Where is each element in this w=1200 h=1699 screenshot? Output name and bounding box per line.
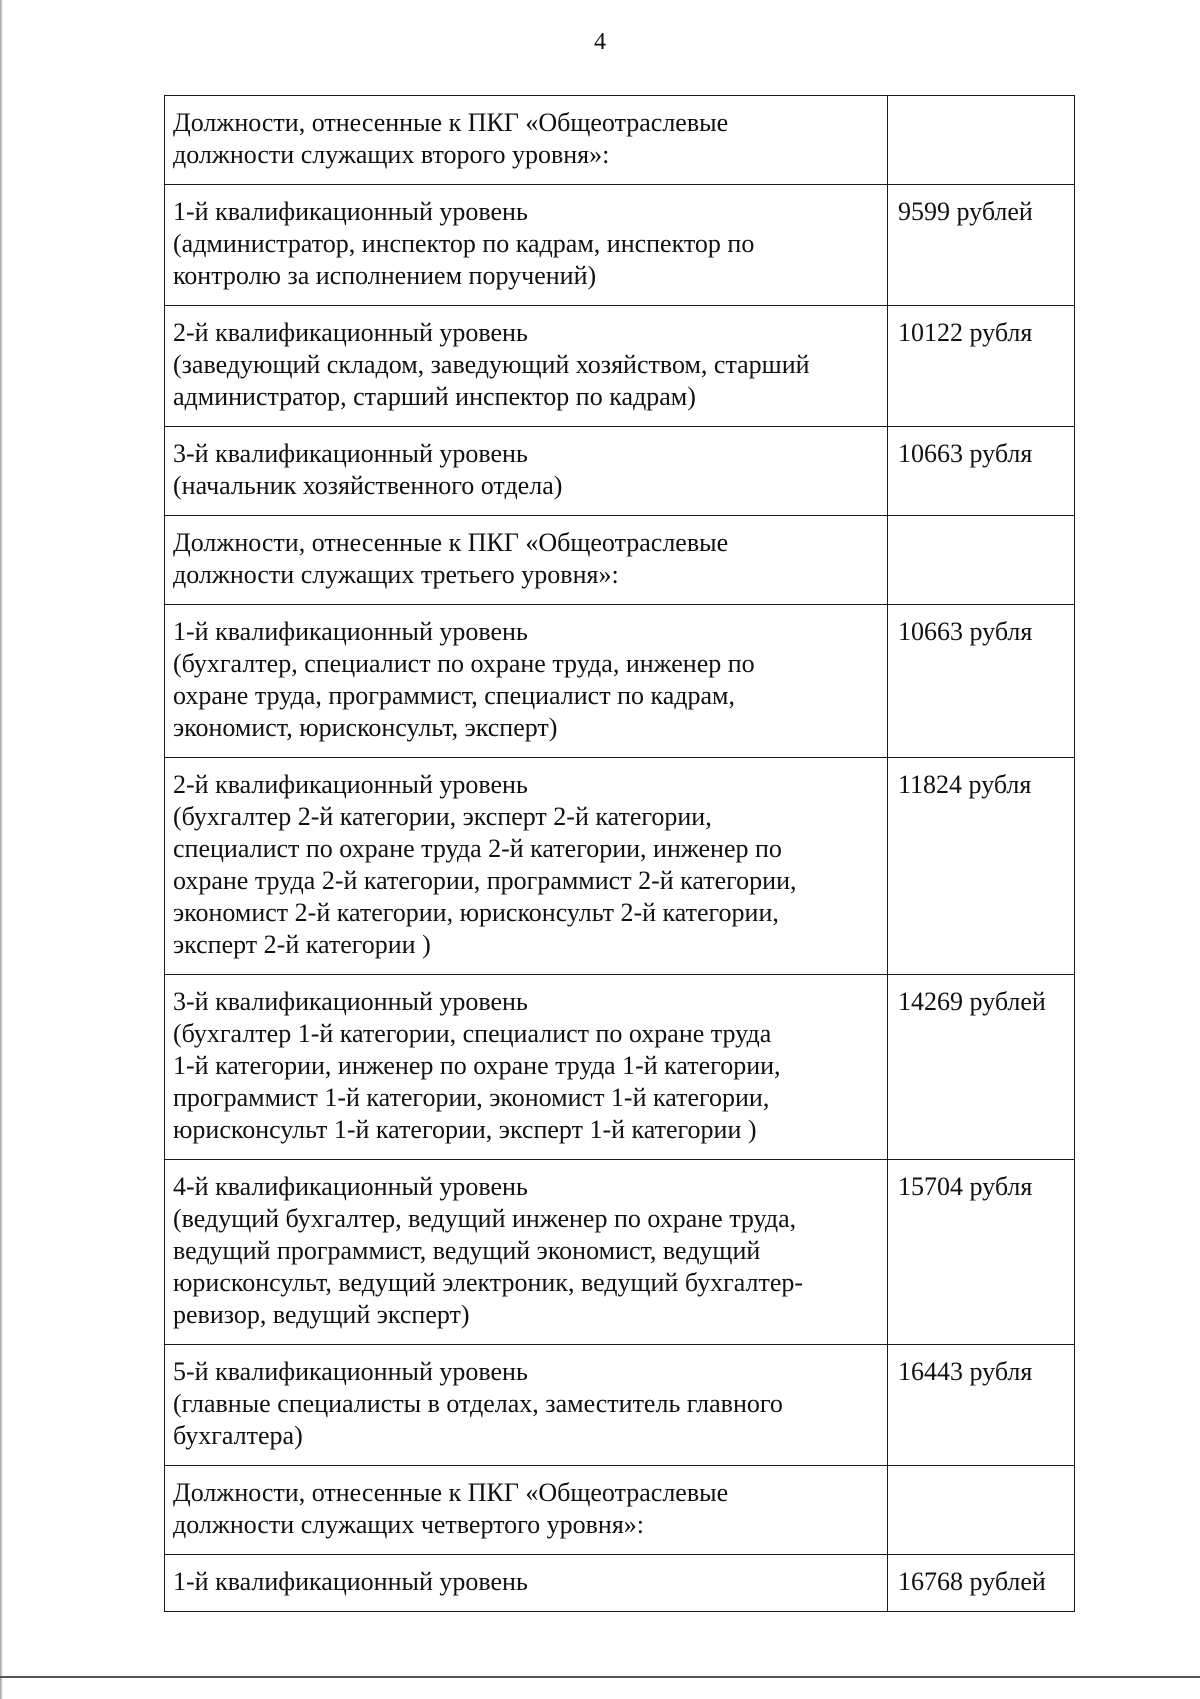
- table-row: [165, 185, 1075, 306]
- amount-cell: [888, 605, 1075, 758]
- page-number: 4: [594, 29, 606, 55]
- qualification-level-text: 1-й квалификационный уровень: [173, 1567, 528, 1596]
- amount-cell: [888, 975, 1075, 1160]
- position-group-cell: [165, 1466, 888, 1555]
- salary-table: [164, 95, 1075, 1612]
- position-group-cell: [165, 96, 888, 185]
- position-cell: [165, 306, 888, 427]
- position-cell: [165, 605, 888, 758]
- position-cell: [165, 1345, 888, 1466]
- amount-cell: [888, 516, 1075, 605]
- table-row: [165, 427, 1075, 516]
- table-row: [165, 975, 1075, 1160]
- salary-amount: 11824 рубля: [898, 770, 1032, 799]
- table-row: [165, 1555, 1075, 1612]
- salary-amount: 10663 рубля: [898, 439, 1033, 468]
- amount-cell: [888, 1345, 1075, 1466]
- scan-line-bottom: [0, 1676, 1200, 1678]
- position-cell: [165, 1160, 888, 1345]
- position-group-heading: Должности, отнесенные к ПКГ «Общеотраслевые должности служащих третьего уровня»:: [173, 528, 729, 589]
- position-cell: [165, 185, 888, 306]
- position-group-heading: Должности, отнесенные к ПКГ «Общеотраслевые должности служащих четвертого уровня»:: [173, 1478, 729, 1539]
- amount-cell: [888, 758, 1075, 975]
- qualification-level-text: 4-й квалификационный уровень (ведущий бухгалтер, ведущий инженер по охране труда, ведущий программист, ведущий экономист, ведущий юрисконсульт, ведущий электроник, ведущий бухгалтер- ревизор, ведущий эксперт): [173, 1172, 804, 1329]
- qualification-level-text: 1-й квалификационный уровень (бухгалтер, специалист по охране труда, инженер по охране труда, программист, специалист по кадрам, экономист, юрисконсульт, эксперт): [173, 617, 755, 742]
- salary-amount: 15704 рубля: [898, 1172, 1033, 1201]
- table-row: [165, 96, 1075, 185]
- table-row: [165, 1466, 1075, 1555]
- amount-cell: [888, 1160, 1075, 1345]
- table-row: [165, 1345, 1075, 1466]
- qualification-level-text: 5-й квалификационный уровень (главные специалисты в отделах, заместитель главного бухгалтера): [173, 1357, 783, 1450]
- qualification-level-text: 1-й квалификационный уровень (администратор, инспектор по кадрам, инспектор по контролю за исполнением поручений): [173, 197, 755, 290]
- position-group-heading: Должности, отнесенные к ПКГ «Общеотраслевые должности служащих второго уровня»:: [173, 108, 729, 169]
- amount-cell: [888, 1555, 1075, 1612]
- amount-cell: [888, 427, 1075, 516]
- salary-amount: 9599 рублей: [898, 197, 1033, 226]
- table-row: [165, 758, 1075, 975]
- amount-cell: [888, 306, 1075, 427]
- position-cell: [165, 975, 888, 1160]
- amount-cell: [888, 96, 1075, 185]
- table-row: [165, 605, 1075, 758]
- salary-amount: 10663 рубля: [898, 617, 1033, 646]
- qualification-level-text: 3-й квалификационный уровень (бухгалтер 1-й категории, специалист по охране труда 1-й категории, инженер по охране труда 1-й категории, программист 1-й категории, экономист 1-й категории, юрисконсульт 1-й категории, эксперт 1-й категории ): [173, 987, 781, 1144]
- qualification-level-text: 2-й квалификационный уровень (бухгалтер 2-й категории, эксперт 2-й категории, специалист по охране труда 2-й категории, инженер по охране труда 2-й категории, программист 2-й категории, экономист 2-й категории, юрисконсульт 2-й категории, эксперт 2-й категории ): [173, 770, 797, 959]
- position-cell: [165, 427, 888, 516]
- position-cell: [165, 1555, 888, 1612]
- salary-amount: 10122 рубля: [898, 318, 1033, 347]
- qualification-level-text: 2-й квалификационный уровень (заведующий складом, заведующий хозяйством, старший администратор, старший инспектор по кадрам): [173, 318, 810, 411]
- table-row: [165, 1160, 1075, 1345]
- table-row: [165, 516, 1075, 605]
- qualification-level-text: 3-й квалификационный уровень (начальник хозяйственного отдела): [173, 439, 563, 500]
- table-row: [165, 306, 1075, 427]
- position-cell: [165, 758, 888, 975]
- amount-cell: [888, 185, 1075, 306]
- amount-cell: [888, 1466, 1075, 1555]
- salary-amount: 16443 рубля: [898, 1357, 1033, 1386]
- salary-amount: 16768 рублей: [898, 1567, 1046, 1596]
- scan-edge-left: [0, 0, 3, 1699]
- position-group-cell: [165, 516, 888, 605]
- salary-amount: 14269 рублей: [898, 987, 1046, 1016]
